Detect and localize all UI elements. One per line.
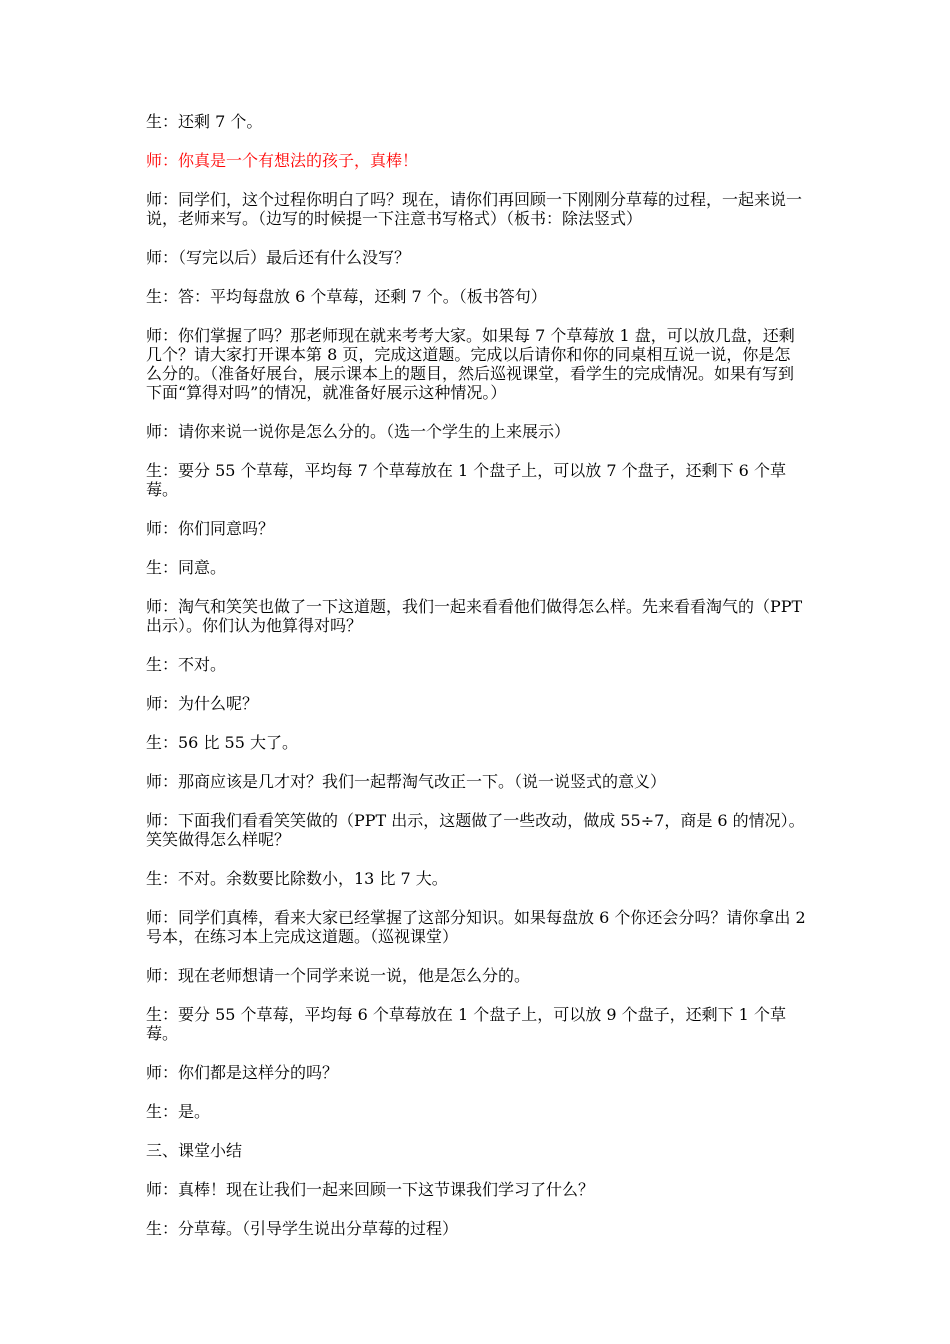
dialogue-line: 师：同学们真棒，看来大家已经掌握了这部分知识。如果每盘放 6 个你还会分吗？请你拿出 2 号本，在练习本上完成这道题。（巡视课堂） <box>146 908 811 946</box>
dialogue-line: 生：还剩 7 个。 <box>146 112 263 131</box>
dialogue-line: 生：是。 <box>146 1102 211 1121</box>
dialogue-line: 师：你们同意吗？ <box>146 519 275 538</box>
dialogue-line: 生：要分 55 个草莓，平均每 6 个草莓放在 1 个盘子上，可以放 9 个盘子，还剩下 1 个草莓。 <box>146 1005 786 1043</box>
dialogue-line: 生：不对。余数要比除数小，13 比 7 大。 <box>146 869 448 888</box>
praise-line-highlighted: 师：你真是一个有想法的孩子，真棒！ <box>146 151 419 170</box>
dialogue-line: 师：下面我们看看笑笑做的（PPT 出示，这题做了一些改动，做成 55÷7，商是 6 的情况）。笑笑做得怎么样呢？ <box>146 811 805 849</box>
dialogue-line: 生：同意。 <box>146 558 227 577</box>
dialogue-line: 师：为什么呢？ <box>146 694 259 713</box>
dialogue-line: 师：你们都是这样分的吗？ <box>146 1063 339 1082</box>
dialogue-line: 师：那商应该是几才对？我们一起帮淘气改正一下。（说一说竖式的意义） <box>146 772 667 791</box>
dialogue-line: 师：真棒！现在让我们一起来回顾一下这节课我们学习了什么？ <box>146 1180 595 1199</box>
dialogue-line: 生：分草莓。（引导学生说出分草莓的过程） <box>146 1219 459 1238</box>
section-heading: 三、课堂小结 <box>146 1141 243 1160</box>
dialogue-line: 生：要分 55 个草莓，平均每 7 个草莓放在 1 个盘子上，可以放 7 个盘子，还剩下 6 个草莓。 <box>146 461 786 499</box>
dialogue-line: 师：请你来说一说你是怎么分的。（选一个学生的上来展示） <box>146 422 571 441</box>
dialogue-line: 师：你们掌握了吗？那老师现在就来考考大家。如果每 7 个草莓放 1 盘，可以放几盘，还剩几个？请大家打开课本第 8 页，完成这道题。完成以后请你和你的同桌相互说一说，你是怎么分的。（准备好展台，展示课本上的题目，然后巡视课堂，看学生的完成情况。如果有写到下面“算得对吗”的情况，就准备好展示这种情况。） <box>146 326 795 402</box>
dialogue-line: 生：不对。 <box>146 655 227 674</box>
dialogue-line: 生：答：平均每盘放 6 个草莓，还剩 7 个。（板书答句） <box>146 287 547 306</box>
dialogue-line: 师：同学们，这个过程你明白了吗？现在，请你们再回顾一下刚刚分草莓的过程，一起来说一说，老师来写。（边写的时候提一下注意书写格式）（板书：除法竖式） <box>146 190 803 228</box>
dialogue-line: 师：（写完以后）最后还有什么没写？ <box>146 248 411 267</box>
document-body <box>146 112 811 1258</box>
dialogue-line: 师：淘气和笑笑也做了一下这道题，我们一起来看看他们做得怎么样。先来看看淘气的（PPT 出示）。你们认为他算得对吗？ <box>146 597 808 635</box>
dialogue-line: 生：56 比 55 大了。 <box>146 733 298 752</box>
dialogue-line: 师：现在老师想请一个同学来说一说，他是怎么分的。 <box>146 966 531 985</box>
